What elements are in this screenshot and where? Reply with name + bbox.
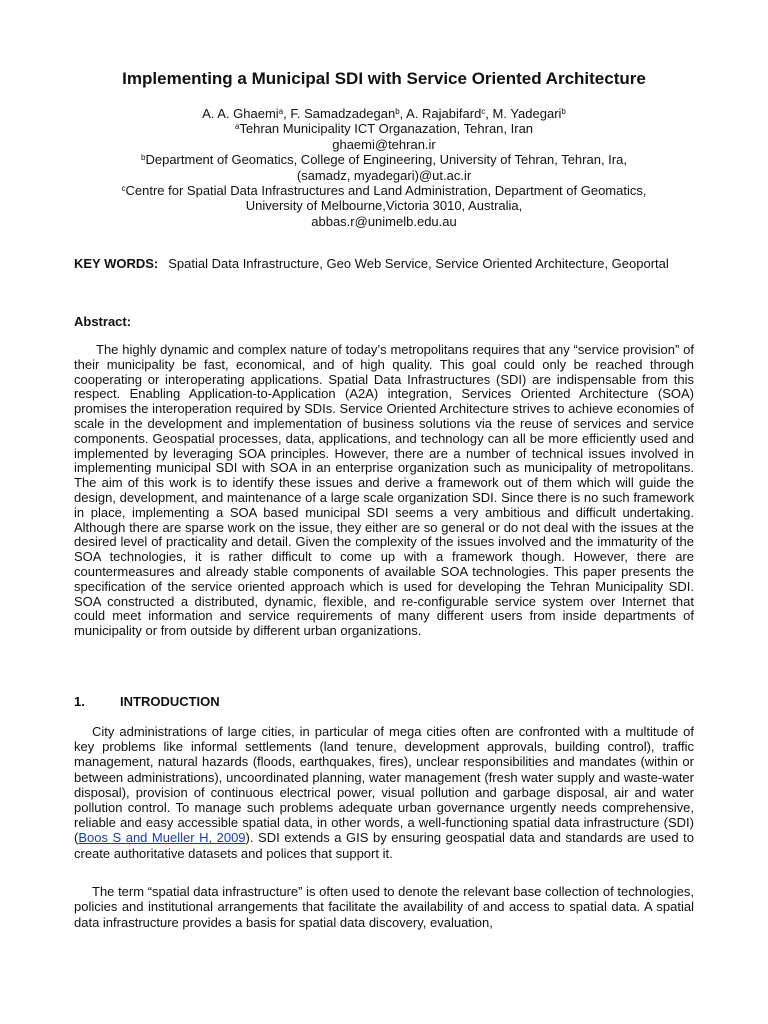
keywords-label: KEY WORDS: <box>74 256 159 271</box>
section-heading <box>74 694 220 709</box>
author-name: , M. Yadegari <box>485 106 562 121</box>
keywords <box>74 256 694 272</box>
affiliation-marker: b <box>561 107 566 116</box>
author-name: , F. Samadzadegan <box>283 106 396 121</box>
affiliation-text: Tehran Municipality ICT Organazation, Tehran, Iran <box>239 121 534 137</box>
author-name: , A. Rajabifard <box>399 106 482 121</box>
abstract-heading: Abstract: <box>74 314 132 329</box>
affiliation-marker: b <box>141 153 146 163</box>
paragraph-text: ). SDI extends a GIS by ensuring geospatial data and standards are used to create authoritative datasets and polices that support it. <box>74 830 694 861</box>
email-b: (samadz, myadegari)@ut.ac.ir <box>296 167 472 183</box>
email-c: abbas.r@unimelb.edu.au <box>311 213 457 229</box>
affiliation-b <box>0 152 768 167</box>
affiliation-a <box>0 121 768 136</box>
affiliation-text: Department of Geomatics, College of Engineering, University of Tehran, Tehran, Ira, <box>145 152 627 168</box>
author-block <box>0 106 768 229</box>
paper-title: Implementing a Municipal SDI with Service Oriented Architecture <box>122 69 646 88</box>
email-a: ghaemi@tehran.ir <box>332 136 436 152</box>
affiliation-marker: a <box>278 107 284 116</box>
author-name: A. A. Ghaemi <box>202 106 279 121</box>
section-number: 1. <box>74 694 85 709</box>
intro-paragraph-1 <box>74 724 694 861</box>
keywords-text: Spatial Data Infrastructure, Geo Web Service, Service Oriented Architecture, Geoportal <box>168 256 669 271</box>
affiliation-text: Centre for Spatial Data Infrastructures and Land Administration, Department of Geomatics, <box>125 183 647 199</box>
citation-link[interactable]: Boos S and Mueller H, 2009 <box>78 830 246 846</box>
affiliation-marker: c <box>481 107 486 116</box>
section-title: INTRODUCTION <box>120 694 220 709</box>
affiliation-marker: b <box>395 107 400 116</box>
abstract-text: The highly dynamic and complex nature of today’s metropolitans requires that any “service provision” of their municipality be fast, economical, and of high quality. This goal could only be reached through cooperating or interoperating applications. Spatial Data Infrastructures (SDI) are indispensable from this respect. Enabling Application-to-Application (A2A) integration, Services Oriented Architecture (SOA) promises the interoperation required by SDIs. Service Oriented Architecture strives to achieve economies of scale in the development and implementation of business solutions via the reuse of services and service components. Geospatial processes, data, applications, and technology can all be more efficiently used and implemented by leveraging SOA principles. However, there are a number of technical issues involved in implementing municipal SDI with SOA in an enterprise organization such as municipality of metropolitans. The aim of this work is to identify these issues and derive a framework out of them which will guide the design, development, and maintenance of a large scale organization SDI. Since there is no such framework in place, implementing a SOA based municipal SDI seems a very ambitious and difficult undertaking. Although there are sparse work on the issue, they either are so general or do not deal with the issues at the desired level of practicality and detail. Given the complexity of the issues involved and the immaturity of the SOA technologies, it is rather difficult to come up with a framework though. However, there are countermeasures and already stable components of available SOA technologies. This paper presents the specification of the service oriented approach which is used for developing the Tehran Municipality SDI. SOA constructed a distributed, dynamic, flexible, and re-configurable service system over Internet that could meet information and service requirements of many different users from inside departments of municipality or from outside by different urban organizations. <box>74 342 694 639</box>
intro-paragraph-2: The term “spatial data infrastructure” is often used to denote the relevant base collection of technologies, policies and institutional arrangements that facilitate the availability of and access to spatial data. A spatial data infrastructure provides a basis for spatial data discovery, evaluation, <box>74 884 694 930</box>
author-list <box>0 106 768 121</box>
affiliation-marker: a <box>234 122 240 132</box>
affiliation-c-line2: University of Melbourne,Victoria 3010, Australia, <box>245 198 523 214</box>
affiliation-marker: c <box>121 184 126 194</box>
paragraph-text: City administrations of large cities, in particular of mega cities often are confronted with a multitude of key problems like informal settlements (land tenure, development approvals, building control), traffic management, natural hazards (floods, earthquakes, fires), unclear responsibilities and mandates (within or between administrations), uncoordinated planning, water management (fresh water supply and waste-water disposal), provision of continuous electrical power, visual pollution and garbage disposal, air and water pollution control. To manage such problems adequate urban governance urgently needs comprehensive, reliable and easy accessible spatial data, in other words, a well-functioning spatial data infrastructure (SDI) ( <box>74 724 694 846</box>
affiliation-c <box>0 183 768 198</box>
